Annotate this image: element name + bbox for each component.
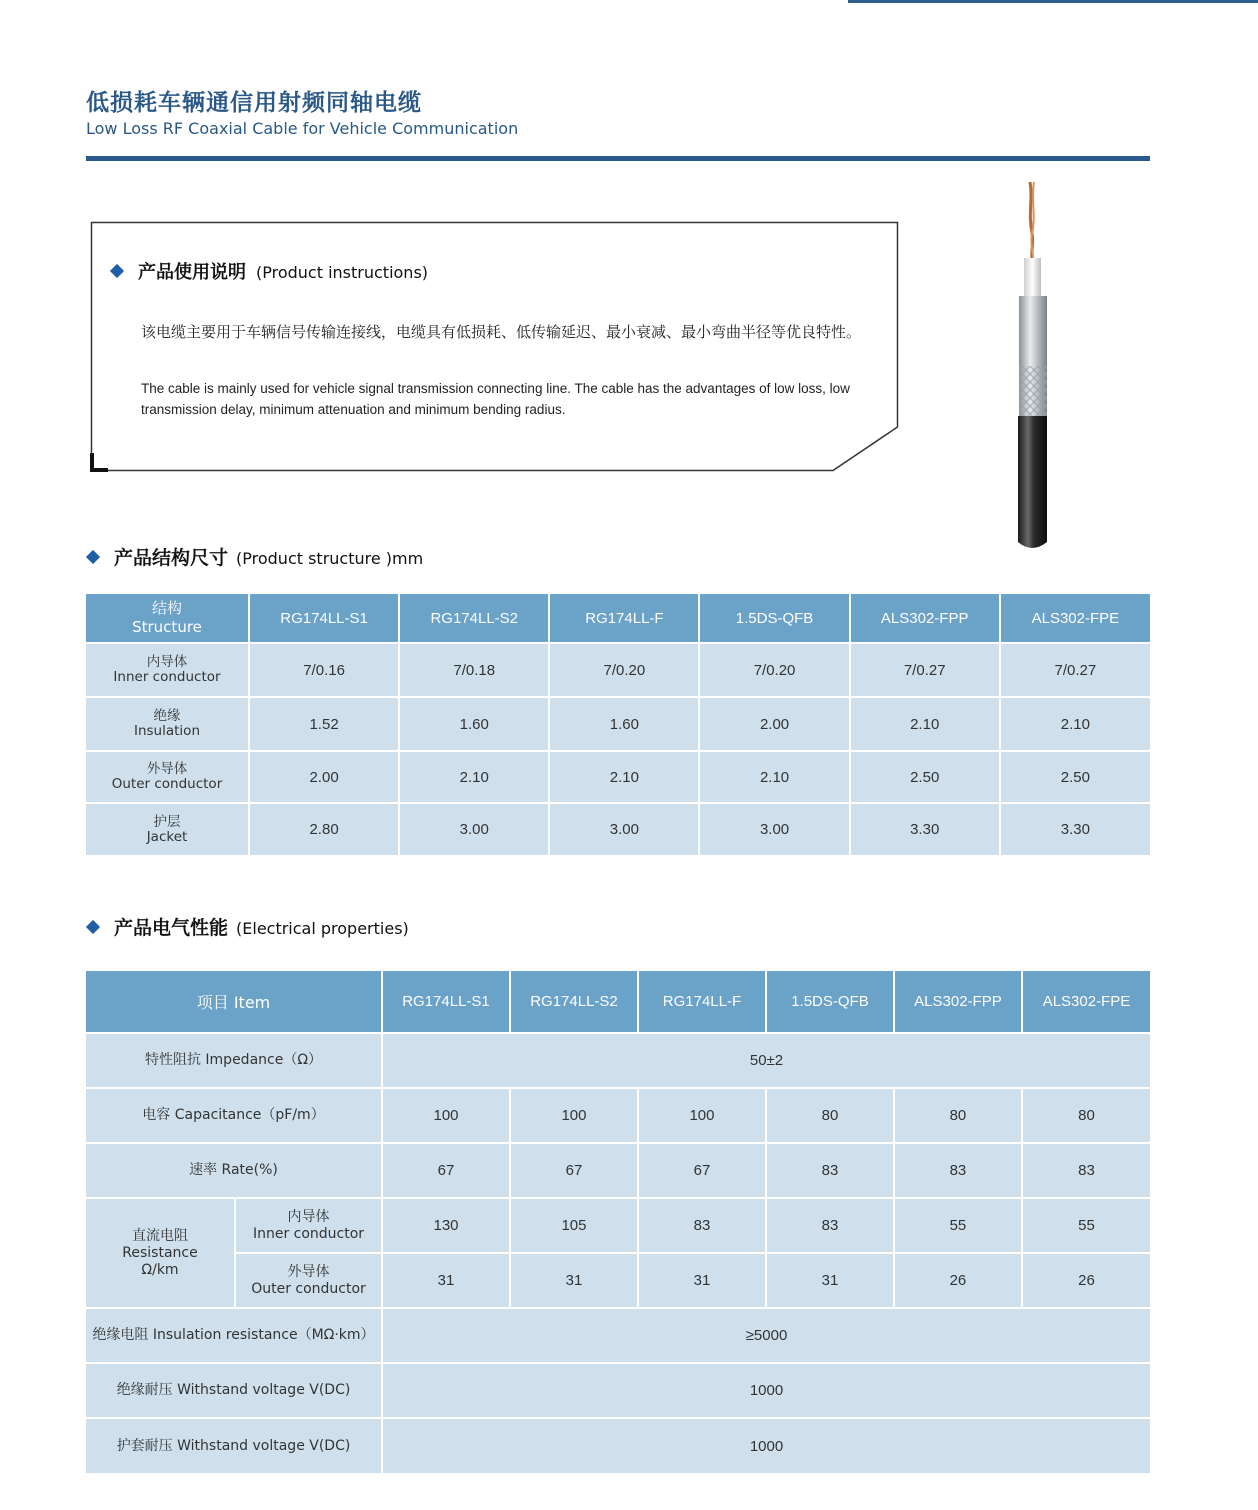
table-header-row [86,971,1150,1033]
electrical-table [86,971,1150,1473]
row-label-cn: 内导体 [287,1208,330,1225]
table-cell: 100 [510,1088,638,1143]
row-label-en: Outer conductor [111,776,223,792]
row-label-cn: 外导体 [146,761,188,777]
table-cell: 55 [894,1198,1022,1253]
top-accent-bar [848,0,1258,3]
page-title-en: Low Loss RF Coaxial Cable for Vehicle Communication [86,119,519,138]
title-divider [86,156,1150,161]
table-cell: 7/0.20 [549,643,699,697]
row-label: 护套耐压 Withstand voltage V(DC) [86,1418,382,1473]
resistance-label [86,1198,235,1308]
table-cell: 31 [382,1253,510,1308]
table-cell: 83 [894,1143,1022,1198]
diamond-bullet-icon [86,549,100,563]
table-cell: 7/0.16 [249,643,399,697]
row-label: 电容 Capacitance（pF/m） [86,1088,382,1143]
row-label: 绝缘电阻 Insulation resistance（MΩ·km） [86,1308,382,1363]
table-cell: 3.00 [699,803,849,855]
row-label-cn: 绝缘 [153,708,181,724]
model-header: ALS302-FPP [850,594,1000,643]
table-cell: 1000 [382,1363,1150,1418]
table-row [86,1253,1150,1308]
electrical-heading [88,913,409,940]
table-row [86,1198,1150,1253]
table-cell: 2.00 [699,697,849,751]
table-cell: 7/0.20 [699,643,849,697]
model-header: RG174LL-S2 [399,594,549,643]
table-row [86,1033,1150,1088]
table-cell: 50±2 [382,1033,1150,1088]
table-cell: 2.10 [399,751,549,803]
table-cell: 55 [1022,1198,1150,1253]
model-header: 1.5DS-QFB [766,971,894,1033]
model-header: ALS302-FPE [1022,971,1150,1033]
row-label [86,751,249,803]
row-label-en: Outer conductor [251,1280,366,1297]
model-header: RG174LL-S1 [249,594,399,643]
electrical-heading-cn: 产品电气性能 [114,917,229,939]
structure-header-en: Structure [132,618,202,636]
instructions-heading-cn: 产品使用说明 [138,262,246,283]
resistance-label-en: Resistance [122,1244,198,1261]
table-row [86,751,1150,803]
row-label: 绝缘耐压 Withstand voltage V(DC) [86,1363,382,1418]
table-row [86,643,1150,697]
structure-heading [88,543,423,570]
table-cell: 83 [766,1143,894,1198]
table-row [86,1363,1150,1418]
instructions-heading-en: (Product instructions) [256,263,429,282]
instructions-text-en: The cable is mainly used for vehicle signal transmission connecting line. The cable has the advantages of low loss, low transmission delay, minimum attenuation and minimum bending radius. [141,381,850,417]
row-label [86,697,249,751]
table-cell: 2.50 [850,751,1000,803]
table-cell: 2.10 [850,697,1000,751]
table-cell: 1.52 [249,697,399,751]
table-cell: 3.00 [399,803,549,855]
table-cell: 1.60 [549,697,699,751]
instructions-text-cn: 该电缆主要用于车辆信号传输连接线，电缆具有低损耗、低传输延迟、最小衰减、最小弯曲半径等优良特性。 [141,323,862,341]
table-cell: 83 [638,1198,766,1253]
row-label-en: Inner conductor [252,1225,365,1242]
resistance-label-cn: 直流电阻 [132,1227,188,1244]
model-header: ALS302-FPE [1000,594,1150,643]
structure-table [86,594,1150,855]
electrical-heading-en: (Electrical properties) [236,919,409,938]
row-label-cn: 内导体 [146,654,188,670]
table-row [86,1418,1150,1473]
model-header: RG174LL-F [549,594,699,643]
table-cell: 2.00 [249,751,399,803]
page-title-cn: 低损耗车辆通信用射频同轴电缆 [86,90,422,116]
table-row [86,697,1150,751]
table-row [86,1143,1150,1198]
structure-header-cn: 结构 [151,599,182,617]
table-cell: 80 [766,1088,894,1143]
structure-heading-cn: 产品结构尺寸 [114,547,229,569]
row-sublabel [235,1253,382,1308]
table-cell: 3.30 [850,803,1000,855]
table-cell: 80 [1022,1088,1150,1143]
model-header: RG174LL-F [638,971,766,1033]
table-row [86,1308,1150,1363]
table-cell: 3.30 [1000,803,1150,855]
table-cell: ≥5000 [382,1308,1150,1363]
table-cell: 80 [894,1088,1022,1143]
table-cell: 67 [510,1143,638,1198]
row-label-en: Insulation [133,723,200,739]
table-cell: 31 [510,1253,638,1308]
row-label-en: Inner conductor [113,669,221,685]
table-row [86,1088,1150,1143]
table-cell: 26 [894,1253,1022,1308]
row-sublabel [235,1198,382,1253]
table-cell: 26 [1022,1253,1150,1308]
structure-heading-en: (Product structure )mm [236,549,424,568]
model-header: RG174LL-S1 [382,971,510,1033]
row-label: 速率 Rate(%) [86,1143,382,1198]
table-cell: 7/0.27 [850,643,1000,697]
instructions-heading [112,258,428,284]
row-label [86,803,249,855]
row-label-en: Jacket [146,828,188,845]
row-label-cn: 护层 [153,813,181,830]
structure-header-cell [86,594,249,643]
table-header-row [86,594,1150,643]
model-header: ALS302-FPP [894,971,1022,1033]
table-row [86,803,1150,855]
row-label-cn: 外导体 [287,1263,330,1280]
table-cell: 67 [382,1143,510,1198]
table-cell: 7/0.27 [1000,643,1150,697]
model-header: RG174LL-S2 [510,971,638,1033]
table-cell: 100 [638,1088,766,1143]
diamond-bullet-icon [110,264,124,278]
item-header: 项目 Item [86,971,382,1033]
table-cell: 31 [638,1253,766,1308]
table-cell: 1000 [382,1418,1150,1473]
diamond-bullet-icon [86,919,100,933]
table-cell: 2.80 [249,803,399,855]
table-cell: 2.50 [1000,751,1150,803]
cable-illustration [1010,178,1060,558]
table-cell: 105 [510,1198,638,1253]
model-header: 1.5DS-QFB [699,594,849,643]
table-cell: 2.10 [699,751,849,803]
table-cell: 2.10 [549,751,699,803]
row-label: 特性阻抗 Impedance（Ω） [86,1033,382,1088]
table-cell: 3.00 [549,803,699,855]
table-cell: 7/0.18 [399,643,549,697]
table-cell: 83 [766,1198,894,1253]
table-cell: 83 [1022,1143,1150,1198]
table-cell: 2.10 [1000,697,1150,751]
table-cell: 1.60 [399,697,549,751]
row-label [86,643,249,697]
table-cell: 100 [382,1088,510,1143]
table-cell: 130 [382,1198,510,1253]
resistance-label-unit: Ω/km [141,1261,179,1278]
table-cell: 67 [638,1143,766,1198]
table-cell: 31 [766,1253,894,1308]
